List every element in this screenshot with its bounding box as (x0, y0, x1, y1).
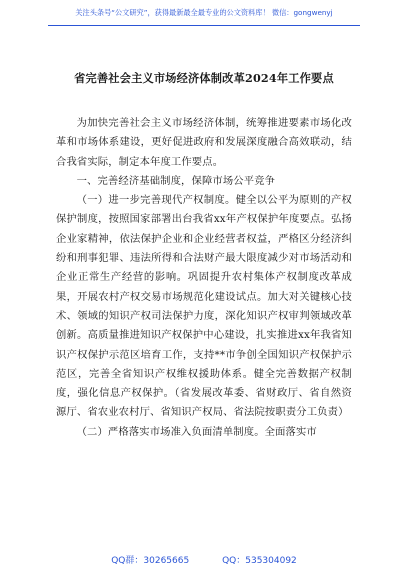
footer-contact (0, 553, 408, 566)
document-title: 省完善社会主义市场经济体制改革2024年工作要点 (74, 71, 334, 85)
footer-qq-group: QQ群：30265665 (111, 556, 190, 566)
footer-qq: QQ：535304092 (222, 556, 297, 566)
paragraph-intro: 为加快完善社会主义市场经济体制，统筹推进要素市场化改革和市场体系建设，更好促进政府和发展深度融合高效联动，结合我省实际，制定本年度工作要点。 (56, 117, 352, 168)
section-heading-1: 一、完善经济基础制度，保障市场公平竞争 (76, 174, 276, 187)
document-body (56, 114, 352, 442)
header-note: 关注头条号“公文研究”，获得最新最全最专业的公文资料库！ 微信：gongwenyj (75, 8, 333, 17)
header-divider (48, 25, 360, 26)
paragraph-item-1: （一）进一步完善现代产权制度。健全以公平为原则的产权保护制度，按照国家部署出台我省xx年产权保护年度要点。弘扬企业家精神，依法保护企业和企业经营者权益，严格区分经济纠纷和刑事犯罪、违法所得和合法财产最大限度减少对市场活动和企业正常生产经营的影响。巩固提升农村集体产权制度改革成果，开展农村产权交易市场规范化建设试点。加大对关键核心技术、领域的知识产权司法保护力度，深化知识产权审判领域改革创新。高质量推进知识产权保护中心建设，扎实推进xx年我省知识产权保护示范区培育工作，支持**市争创全国知识产权保护示范区，完善全省知识产权维权援助体系。健全完善数据产权制度，强化信息产权保护。（省发展改革委、省财政厅、省自然资源厅、省农业农村厅、省知识产权局、省法院按职责分工负责） (56, 194, 352, 419)
paragraph-item-2: （二）严格落实市场准入负面清单制度。全面落实市 (76, 425, 317, 438)
